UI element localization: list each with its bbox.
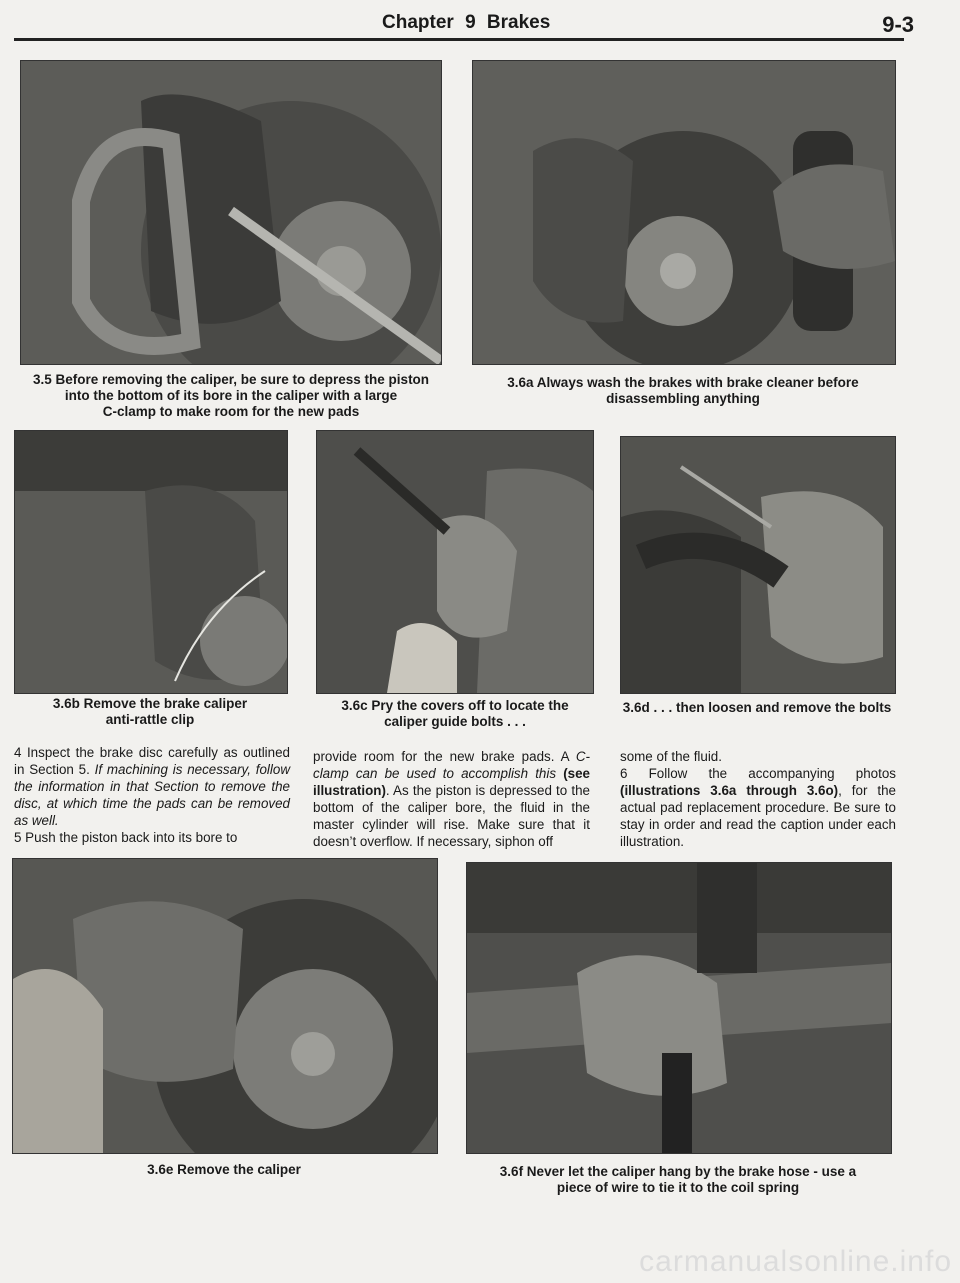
col2-text-b: . As the piston is depressed to the bottom of the caliper bore, the fluid in the master cylinder will rise. Make sure that it doesn’t overflow. If necessary, siphon off bbox=[313, 783, 590, 849]
photo-3-5 bbox=[20, 60, 442, 365]
caption-3-6e bbox=[12, 1162, 436, 1178]
caption-line: 3.6c Pry the covers off to locate the bbox=[341, 698, 569, 713]
caption-line: 3.6d . . . then loosen and remove the bolts bbox=[622, 700, 892, 715]
photo-3-6d bbox=[620, 436, 896, 694]
paragraph-5-end bbox=[620, 748, 896, 765]
paragraph-6-text: 6 Follow the accompanying photos bbox=[620, 766, 896, 781]
chapter-title: Chapter 9 Brakes bbox=[382, 12, 551, 33]
caption-line: C-clamp to make room for the new pads bbox=[102, 404, 360, 419]
caption-line: 3.6a Always wash the brakes with brake cleaner before bbox=[507, 375, 859, 390]
paragraph-5-continued bbox=[313, 748, 590, 850]
text-column-3 bbox=[620, 748, 896, 850]
paragraph-6 bbox=[620, 765, 896, 850]
caption-line: disassembling anything bbox=[606, 391, 760, 406]
caption-3-6c bbox=[300, 698, 610, 730]
col2-text-a: provide room for the new brake pads. A bbox=[313, 749, 576, 764]
text-column-1 bbox=[14, 744, 290, 846]
paragraph-6-bold-ref: (illustrations 3.6a through 3.6o) bbox=[620, 783, 839, 798]
photo-3-6f bbox=[466, 862, 892, 1154]
paragraph-4 bbox=[14, 744, 290, 829]
paragraph-6-text-b: , for the actual pad replacement procedure. Be sure to stay in order and read the caption under each illustration. bbox=[620, 783, 896, 849]
caption-3-6f bbox=[466, 1164, 890, 1196]
col2-italic: C-clamp can be used to accomplish this bbox=[313, 749, 590, 781]
header-rule bbox=[14, 38, 904, 41]
page-number: 9-3 bbox=[882, 12, 914, 37]
paragraph-5 bbox=[14, 829, 290, 846]
page-header bbox=[14, 8, 914, 38]
caption-3-6a bbox=[472, 375, 894, 407]
caption-line: into the bottom of its bore in the caliper with a large bbox=[64, 388, 398, 403]
photo-3-6a bbox=[472, 60, 896, 365]
caption-line: 3.6b Remove the brake caliper bbox=[52, 696, 248, 711]
photo-3-6e bbox=[12, 858, 438, 1154]
caption-line: caliper guide bolts . . . bbox=[384, 714, 526, 729]
caption-line: 3.5 Before removing the caliper, be sure to depress the piston bbox=[32, 372, 430, 387]
paragraph-5-text: 5 Push the piston back into its bore to bbox=[14, 830, 238, 845]
col3-text-a: some of the fluid. bbox=[620, 749, 722, 764]
watermark: carmanualsonline.info bbox=[639, 1245, 952, 1278]
paragraph-4-italic: If machining is necessary, follow the information in that Section to remove the disc, at which time the pads can be removed as well. bbox=[14, 762, 290, 828]
photo-3-6b bbox=[14, 430, 288, 694]
caption-line: 3.6e Remove the caliper bbox=[147, 1162, 301, 1177]
caption-3-5 bbox=[26, 372, 436, 420]
caption-line: piece of wire to tie it to the coil spring bbox=[556, 1180, 800, 1195]
text-column-2 bbox=[313, 748, 590, 850]
photo-3-6c bbox=[316, 430, 594, 694]
col2-bold-ref: (see illustration) bbox=[313, 766, 590, 798]
caption-3-6d bbox=[612, 700, 902, 716]
paragraph-4-text: 4 Inspect the brake disc carefully as outlined in Section 5. bbox=[14, 745, 290, 777]
caption-line: anti-rattle clip bbox=[105, 712, 195, 727]
caption-line: 3.6f Never let the caliper hang by the brake hose - use a bbox=[499, 1164, 857, 1179]
caption-3-6b bbox=[14, 696, 286, 728]
